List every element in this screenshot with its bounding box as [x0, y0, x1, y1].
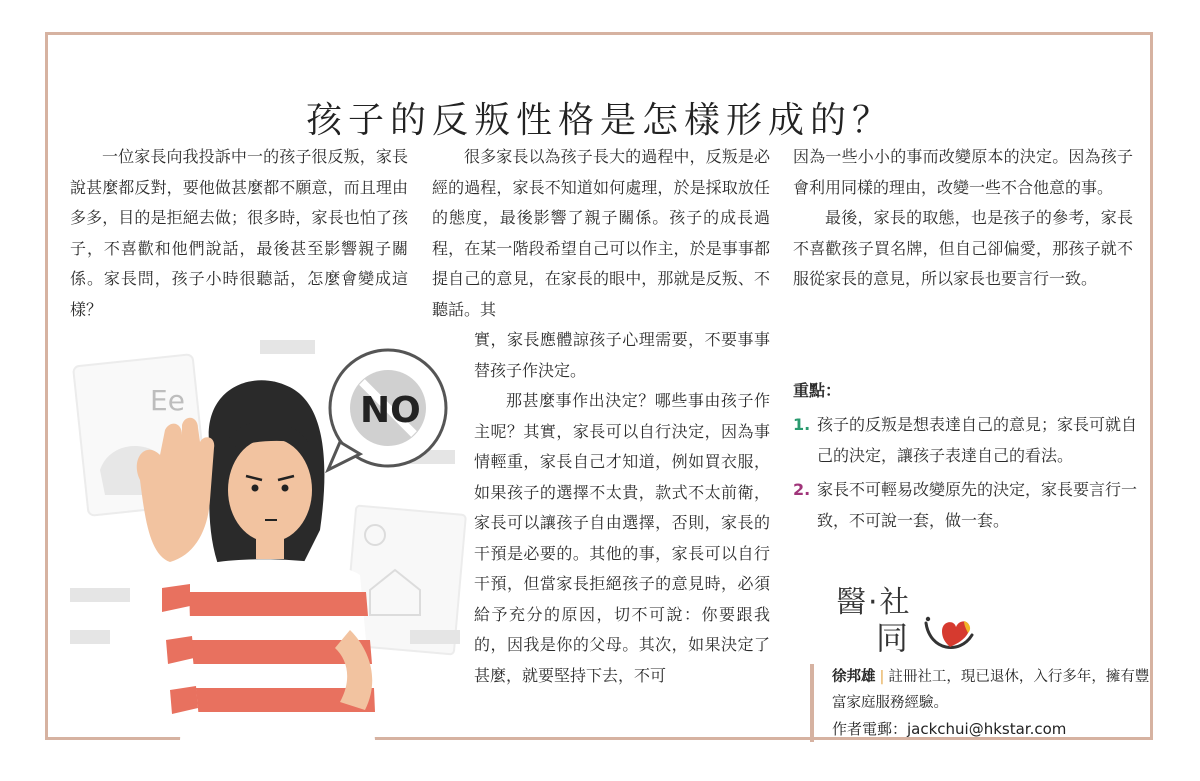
paragraph: 實，家長應體諒孩子心理需要，不要事事替孩子作決定。 — [474, 330, 770, 380]
column-2-top — [432, 142, 770, 325]
column-logo — [832, 573, 982, 658]
column-3 — [793, 142, 1133, 295]
list-item — [793, 410, 1138, 471]
heart-logo-icon — [920, 611, 978, 657]
key-points-list — [793, 410, 1138, 540]
paragraph: 那甚麼事作出決定？哪些事由孩子作主呢？其實，家長可以自行決定，因為事情輕重，家長自己才知道，例如買衣服，如果孩子的選擇不太貴，款式不太前衛，家長可以讓孩子自由選擇，否則，家長的干預是必要的。其他的事，家長可以自行干預，但當家長拒絕孩子的意見時，必須給予充分的原因，切不可說：你要跟我的，因我是你的父母。其次，如果決定了甚麼，就要堅持下去，不可 — [474, 391, 770, 685]
paragraph: 最後，家長的取態，也是孩子的參考，家長不喜歡孩子買名牌，但自己卻偏愛，那孩子就不服從家長的意見，所以家長也要言行一致。 — [793, 208, 1133, 288]
paragraph: 很多家長以為孩子長大的過程中，反叛是必經的過程，家長不知道如何處理，於是採取放任的態度，最後影響了親子關係。孩子的成長過程，在某一階段希望自己可以作主，於是事事都提自己的意見，在家長的眼中，那就是反叛、不聽話。其 — [432, 147, 770, 319]
author-separator: | — [879, 669, 885, 685]
list-number: 2. — [793, 480, 811, 499]
list-number: 1. — [793, 415, 811, 434]
author-email: 作者電郵：jackchui@hkstar.com — [832, 720, 1067, 738]
paragraph: 一位家長向我投訴中一的孩子很反叛，家長說甚麼都反對，要他做甚麼都不願意，而且理由多多，目的是拒絕去做；很多時，家長也怕了孩子，不喜歡和他們說話，最後甚至影響親子關係。家長問，孩子小時很聽話，怎麼會變成這樣？ — [70, 147, 408, 319]
list-text: 孩子的反叛是想表達自己的意見；家長可就自己的決定，讓孩子表達自己的看法。 — [817, 415, 1138, 465]
logo-text: 同 — [876, 619, 909, 657]
paragraph: 因為一些小小的事而改變原本的決定。因為孩子會利用同樣的理由，改變一些不合他意的事。 — [793, 147, 1133, 197]
author-info — [832, 664, 1152, 742]
no-sign-text: NO — [360, 390, 421, 431]
author-divider — [810, 664, 814, 742]
author-name: 徐邦雄 — [832, 669, 876, 685]
illustration-girl-saying-no — [70, 330, 470, 740]
article-title: 孩子的反叛性格是怎樣形成的？ — [305, 100, 894, 142]
key-points-title: 重點： — [793, 381, 842, 400]
author-description: 註冊社工，現已退休，入行多年，擁有豐富家庭服務經驗。 — [832, 669, 1150, 711]
logo-text: 醫·社 — [836, 585, 912, 620]
column-2-bottom — [474, 325, 770, 691]
column-1 — [70, 142, 408, 325]
list-text: 家長不可輕易改變原先的決定，家長要言行一致，不可說一套，做一套。 — [817, 480, 1138, 530]
list-item — [793, 475, 1138, 536]
card-letters: Ee — [150, 384, 185, 417]
